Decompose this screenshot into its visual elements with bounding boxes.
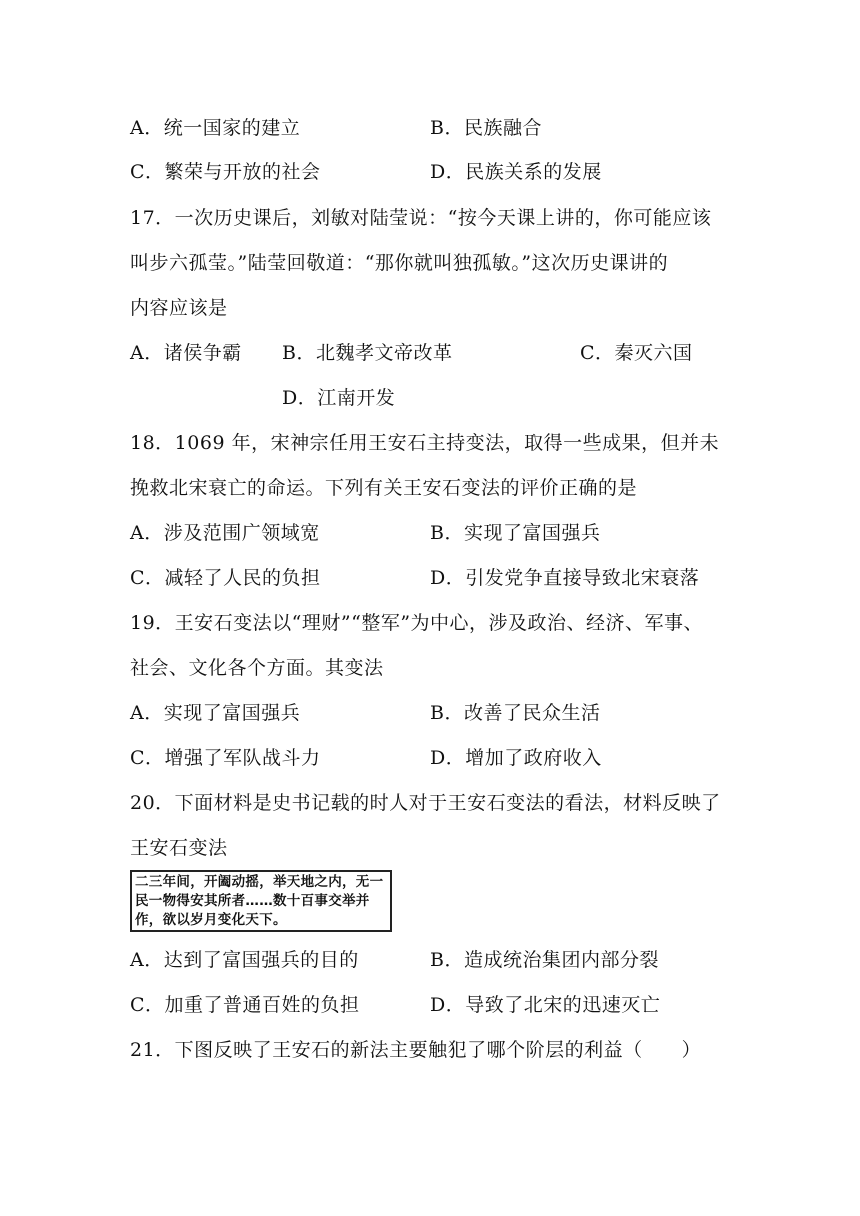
q17-option-d: D．江南开发 [282,387,396,409]
q18-stem-line-2: 挽救北宋衰亡的命运。下列有关王安石变法的评价正确的是 [130,477,638,499]
q17-stem-line-3: 内容应该是 [130,297,228,319]
q20-option-a: A．达到了富国强兵的目的 [130,949,359,971]
q17-option-a: A．诸侯争霸 [130,342,242,364]
q20-material-line-1: 二三年间，开阖动摇，举天地之内，无一 [135,874,384,890]
q16-option-c: C．繁荣与开放的社会 [130,161,321,183]
q17-stem-line-2: 叫步六孤莹。”陆莹回敬道：“那你就叫独孤敏。”这次历史课讲的 [130,252,669,274]
q19-option-a: A．实现了富国强兵 [130,702,301,724]
q16-option-a: A．统一国家的建立 [130,117,301,139]
q18-option-d: D．引发党争直接导致北宋衰落 [430,567,700,589]
q17-option-c: C．秦灭六国 [580,342,693,364]
q18-option-b: B．实现了富国强兵 [430,522,601,544]
q18-option-a: A．涉及范围广领域宽 [130,522,320,544]
q20-stem-line-1: 20．下面材料是史书记载的时人对于王安石变法的看法，材料反映了 [130,792,721,814]
q16-option-b: B．民族融合 [430,117,542,139]
q18-option-c: C．减轻了人民的负担 [130,567,321,589]
q20-stem-line-2: 王安石变法 [130,837,228,859]
q19-option-d: D．增加了政府收入 [430,747,602,769]
q19-option-b: B．改善了民众生活 [430,702,601,724]
q17-option-b: B．北魏孝文帝改革 [282,342,453,364]
q20-option-b: B．造成统治集团内部分裂 [430,949,659,971]
q17-stem-line-1: 17．一次历史课后，刘敏对陆莹说：“按今天课上讲的，你可能应该 [130,207,712,229]
q21-stem-line-1: 21．下图反映了王安石的新法主要触犯了哪个阶层的利益（ ） [130,1039,702,1061]
q19-stem-line-2: 社会、文化各个方面。其变法 [130,657,384,679]
q20-option-c: C．加重了普通百姓的负担 [130,994,360,1016]
q16-option-d: D．民族关系的发展 [430,161,602,183]
q20-material-quote [130,870,392,932]
q20-material-line-3: 作，欲以岁月变化天下。 [135,912,287,928]
q20-material-line-2: 民一物得安其所者……数十百事交举并 [135,893,370,909]
q19-stem-line-1: 19．王安石变法以“理财”“整军”为中心，涉及政治、经济、军事、 [130,612,704,634]
q19-option-c: C．增强了军队战斗力 [130,747,321,769]
q20-option-d: D．导致了北宋的迅速灭亡 [430,994,661,1016]
q18-stem-line-1: 18．1069 年，宋神宗任用王安石主持变法，取得一些成果，但并未 [130,432,720,454]
